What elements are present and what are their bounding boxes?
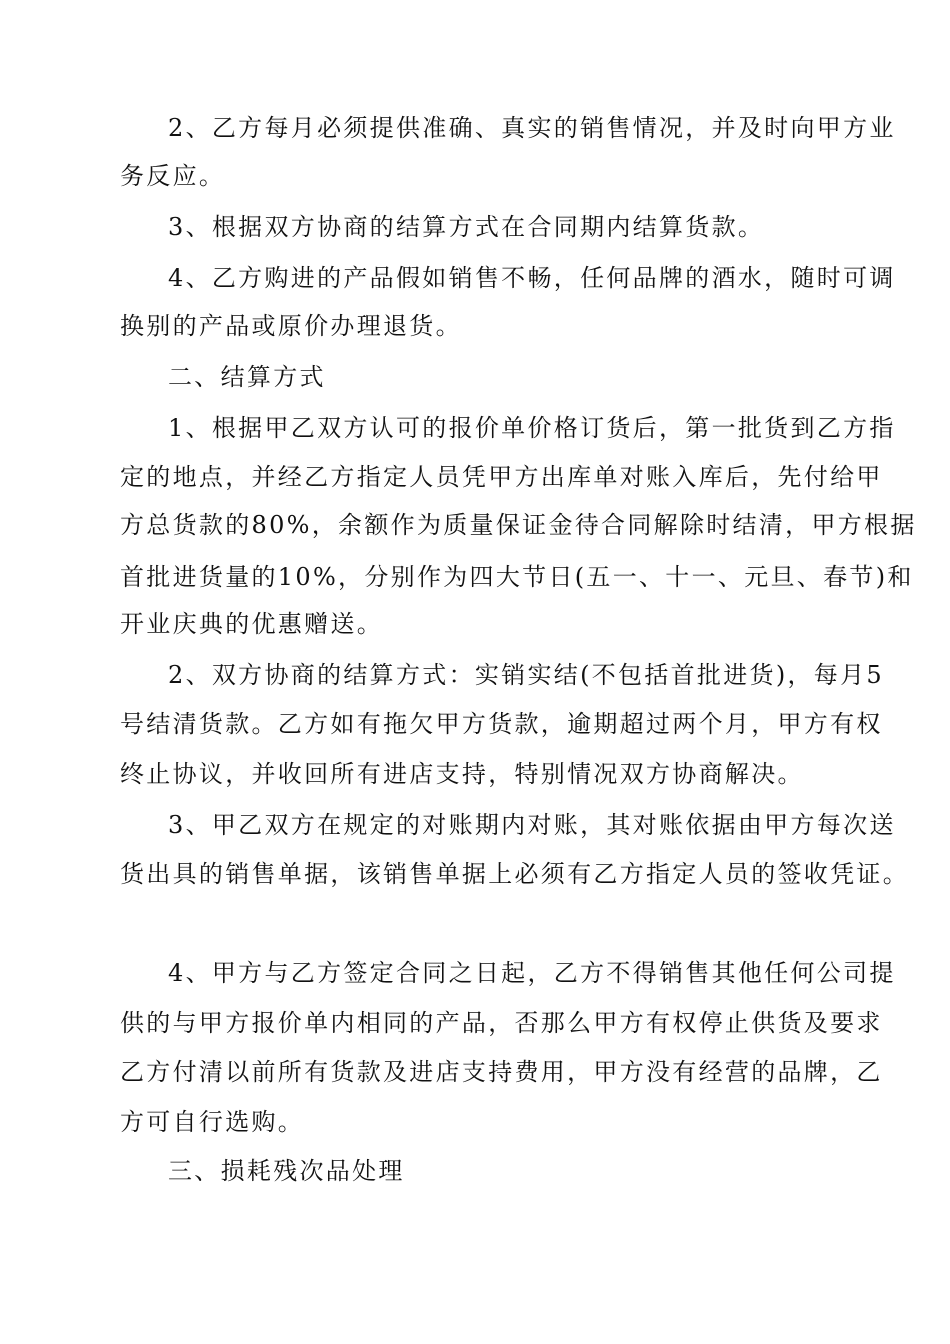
paragraph-line: 号结清货款。乙方如有拖欠甲方货款，逾期超过两个月，甲方有权	[120, 710, 883, 738]
paragraph-line: 1、根据甲乙双方认可的报价单价格订货后，第一批货到乙方指	[168, 414, 896, 442]
paragraph-line: 终止协议，并收回所有进店支持，特别情况双方协商解决。	[120, 760, 804, 788]
paragraph-line: 首批进货量的10%，分别作为四大节日(五一、十一、元旦、春节)和	[120, 563, 914, 591]
paragraph-line: 方可自行选购。	[120, 1108, 305, 1136]
section-heading: 二、结算方式	[168, 363, 326, 391]
paragraph-line: 4、甲方与乙方签定合同之日起，乙方不得销售其他任何公司提	[168, 959, 896, 987]
paragraph-line: 3、甲乙双方在规定的对账期内对账，其对账依据由甲方每次送	[168, 811, 896, 839]
paragraph-line: 货出具的销售单据，该销售单据上必须有乙方指定人员的签收凭证。	[120, 860, 909, 888]
paragraph-line: 开业庆典的优惠赠送。	[120, 610, 383, 638]
paragraph-line: 2、乙方每月必须提供准确、真实的销售情况，并及时向甲方业	[168, 114, 896, 142]
paragraph-line: 3、根据双方协商的结算方式在合同期内结算货款。	[168, 213, 765, 241]
paragraph-line: 4、乙方购进的产品假如销售不畅，任何品牌的酒水，随时可调	[168, 264, 896, 292]
paragraph-line: 定的地点，并经乙方指定人员凭甲方出库单对账入库后，先付给甲	[120, 463, 883, 491]
paragraph-line: 2、双方协商的结算方式：实销实结(不包括首批进货)，每月5	[168, 661, 884, 689]
section-heading: 三、损耗残次品处理	[168, 1157, 405, 1185]
paragraph-line: 务反应。	[120, 162, 226, 190]
paragraph-line: 供的与甲方报价单内相同的产品，否那么甲方有权停止供货及要求	[120, 1009, 883, 1037]
paragraph-line: 方总货款的80%，余额作为质量保证金待合同解除时结清，甲方根据	[120, 511, 917, 539]
paragraph-line: 换别的产品或原价办理退货。	[120, 312, 462, 340]
paragraph-line: 乙方付清以前所有货款及进店支持费用，甲方没有经营的品牌，乙	[120, 1058, 883, 1086]
